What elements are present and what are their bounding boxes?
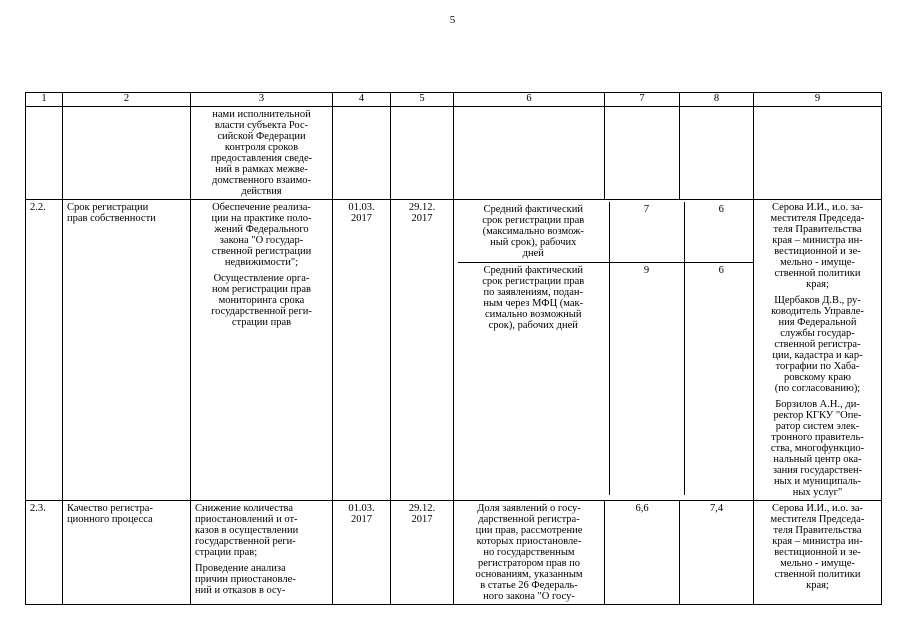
start-date: 01.03. 2017 — [333, 501, 391, 605]
measure-text: Проведение анализа причин приостановле- ний и отказов в осу- — [195, 563, 296, 596]
responsible-person: Серова И.И., и.о. за- местителя Председа- теля Правительства края – министра ин- вестиционной и зе- мельно - имуще- ственной политики края; — [754, 501, 882, 605]
page-number: 5 — [449, 14, 456, 26]
table-row-continuation — [26, 107, 882, 200]
metrics-cell — [454, 200, 754, 501]
measures-cell — [191, 501, 333, 605]
table-row — [26, 501, 882, 605]
indicator-cell: Качество регистра- ционного процесса — [63, 501, 191, 605]
column-number: 4 — [333, 93, 391, 107]
measure-text: Снижение количества приостановлений и от- казов в осуществлении государственной реги- страции прав; — [195, 503, 299, 558]
metric-name: Средний фактический срок регистрации прав по заявлениям, подан- ным через МФЦ (мак- симально возможный срок), рабочих дней — [458, 263, 609, 496]
metric-value-current: 9 — [609, 263, 684, 496]
indicator-cell: Срок регистрации прав собственности — [63, 200, 191, 501]
row-number: 2.3. — [26, 501, 63, 605]
measure-text: Осуществление орга- ном регистрации прав мониторинга срока государственной реги- страции прав — [211, 273, 312, 328]
responsible-person: Борзилов А.Н., ди- ректор КГКУ "Опе- ратор систем элек- тронного правитель- ства, многофункцио- нальный центр ока- зания государствен- ных и муниципаль- ных услуг" — [770, 399, 865, 498]
column-number: 8 — [680, 93, 754, 107]
column-number: 3 — [191, 93, 333, 107]
column-number-row — [26, 93, 882, 107]
column-number: 5 — [391, 93, 454, 107]
metric-value-target: 6 — [718, 204, 724, 215]
metric-name: Доля заявлений о госу- дарственной регистра- ции прав, рассмотрение которых приостановле- но государственным регистратором прав по основаниям, указанным в статье 26 Федераль- ного закона "О госу- — [454, 501, 605, 605]
measures-cell: нами исполнительной власти субъекта Рос- сийской Федерации контроля сроков предоставления сведе- ний в рамках межве- домственного взаимо- действия — [191, 107, 333, 200]
column-number: 9 — [754, 93, 882, 107]
measures-table — [25, 92, 882, 605]
row-number: 2.2. — [26, 200, 63, 501]
measure-text: Обеспечение реализа- ции на практике поло- жений Федерального закона "О государ- ственной регистрации недвижимости"; — [211, 202, 312, 268]
table-row — [26, 200, 882, 501]
column-number: 7 — [605, 93, 680, 107]
metric-value-current: 6,6 — [605, 501, 680, 605]
metric-row — [458, 263, 754, 496]
end-date: 29.12. 2017 — [391, 501, 454, 605]
column-number: 1 — [26, 93, 63, 107]
end-date: 29.12. 2017 — [391, 200, 454, 501]
metric-value-target: 6 — [684, 263, 754, 496]
metric-value-target: 7,4 — [680, 501, 754, 605]
metric-name: Средний фактический срок регистрации прав (максимально возмож- ный срок), рабочих дней — [458, 202, 609, 263]
metric-row — [458, 202, 754, 263]
metric-value-current: 7 — [609, 202, 684, 263]
responsible-person: Щербаков Д.В., ру- ководитель Управле- ния Федеральной службы государ- ственной регистра- ции, кадастра и кар- тографии по Хаба- ровскому краю (по согласованию); — [771, 295, 864, 394]
responsible-cell — [754, 200, 882, 501]
measures-cell — [191, 200, 333, 501]
responsible-person: Серова И.И., и.о. за- местителя Председа- теля Правительства края – министра ин- вестиционной и зе- мельно - имуще- ственной политики края; — [770, 202, 865, 290]
column-number: 6 — [454, 93, 605, 107]
column-number: 2 — [63, 93, 191, 107]
start-date: 01.03. 2017 — [333, 200, 391, 501]
